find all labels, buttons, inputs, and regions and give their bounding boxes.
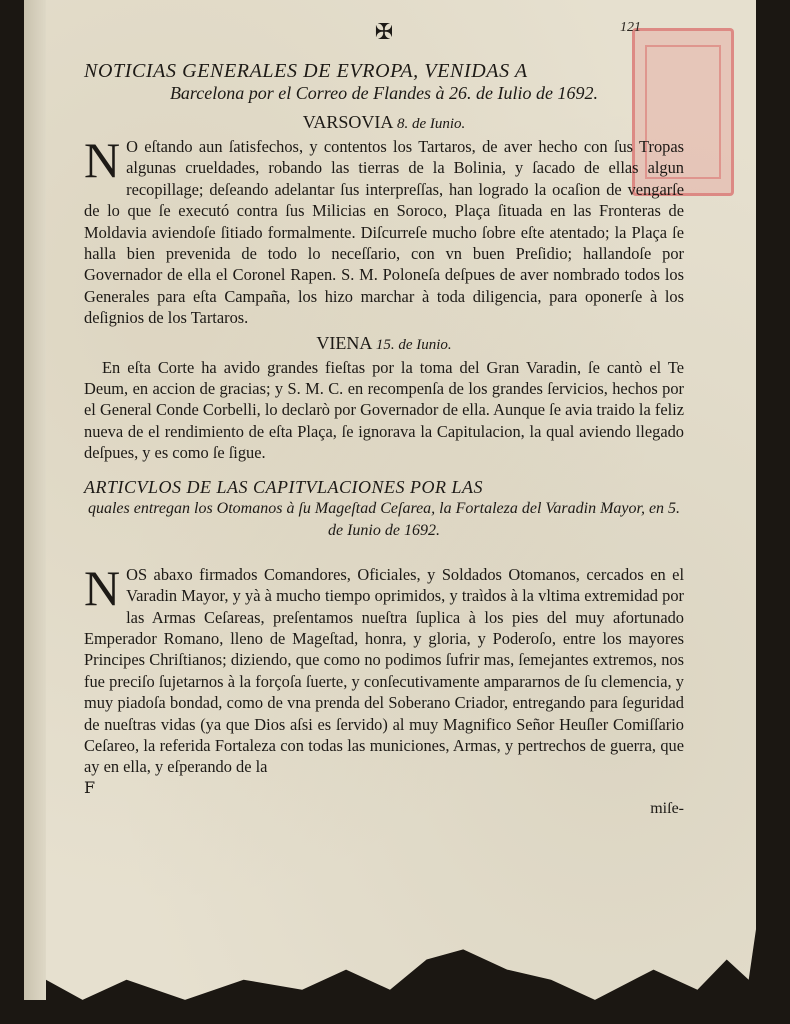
article-capitulaciones: [84, 559, 684, 778]
section-subtitle: quales entregan los Otomanos à ſu Mageſtad Ceſarea, la Fortaleza del Varadin Mayor, en 5. de Iunio de 1692.: [87, 499, 681, 539]
page-number: 121: [620, 20, 641, 35]
page-content: [84, 20, 684, 817]
article-text: En eſta Corte ha avido grandes fieſtas por la toma del Gran Varadin, ſe cantò el Te Deum, en accion de gracias; y S. M. C. en recompenſa de los grandes ſervicios, hechos por el General Conde Corbelli, lo declarò por Governador de ella. Aunque ſe avia traido la feliz nueva de el rendimiento de eſta Plaça, ſe ignorava la Capitulacion, la qual aviendo llegado deſpues, y es como ſe ſigue.: [84, 357, 684, 463]
dateline-date: 15. de Iunio.: [375, 336, 452, 353]
cross-icon: ✠: [374, 20, 394, 45]
headline: NOTICIAS GENERALES DE EVROPA, VENIDAS A: [84, 60, 528, 82]
article-text: O eſtando aun ſatisfechos, y contentos los Tartaros, de aver hecho con ſus Tropas algunas crueldades, robando las tierras de la Bolinia, y ſacado de ellas algun recopillage; deſeando adelantar ſus interpreſſas, han logrado la ocaſion de vengarſe de lo que ſe executó contra ſus Milicias en Soroco, Plaça ſituada en las Fronteras de Moldavia aviendoſe ſitiado formalmente. Diſcurreſe mucho ſobre eſte atentado; la Plaça ſe halla bien prevenida de todo lo neceſſario, con vn buen Preſidio; hallandoſe por Governador de ella el Coronel Rapen. S. M. Poloneſa deſpues de aver nombrado todos los Generales para eſta Campaña, los hizo marchar à toda diligencia, para oponerſe à los deſignios de los Tartaros.: [84, 137, 684, 328]
dateline-varsovia: [84, 112, 684, 134]
page-edge: [24, 0, 46, 1000]
section-title: ARTICVLOS DE LAS CAPITVLACIONES POR LAS: [84, 476, 484, 497]
article-varsovia: [84, 132, 684, 329]
drop-cap: N: [84, 559, 121, 616]
dateline-place: VARSOVIA: [302, 112, 393, 132]
headline-subtitle: Barcelona por el Correo de Flandes à 26. de Iulio de 1692.: [169, 83, 599, 103]
drop-cap: N: [84, 132, 121, 188]
page-footer: [84, 777, 684, 817]
dateline-date: 8. de Iunio.: [396, 116, 466, 132]
article-text: OS abaxo firmados Comandores, Oficiales, y Soldados Otomanos, cercados en el Varadin Mayor, y yà à mucho tiempo oprimidos, y traìdos à la vltima extremidad por las Armas Ceſareas, preſentamos nueſtra ſuplica à los pies del muy afortunado Emperador Romano, lleno de Mageſtad, honra, y gloria, y Poderoſo, entre los mayores Principes Chriſtianos; diziendo, que como no podimos ſufrir mas, ſemejantes extremos, nos fue preciſo ſujetarnos à la forçoſa ſuerte, y conſecutivamente ampararnos de ſu clemencia, y muy piadoſa bondad, como de vna prenda del Soberano Criador, entregando para ſeguridad de nueſtras vidas (ya que Dios aſsi es ſervido) al muy Magnifico Señor Heuſler Comiſſario Ceſareo, la referida Fortaleza con todas las municiones, Armas, y pertrechos de guerra, que ay en ella, y eſperando de la: [84, 564, 684, 777]
article-viena: [84, 357, 684, 464]
signature-mark: F: [84, 777, 96, 797]
dateline-place: VIENA: [316, 332, 372, 353]
catchword: miſe-: [650, 799, 684, 817]
dateline-viena: [84, 333, 684, 355]
